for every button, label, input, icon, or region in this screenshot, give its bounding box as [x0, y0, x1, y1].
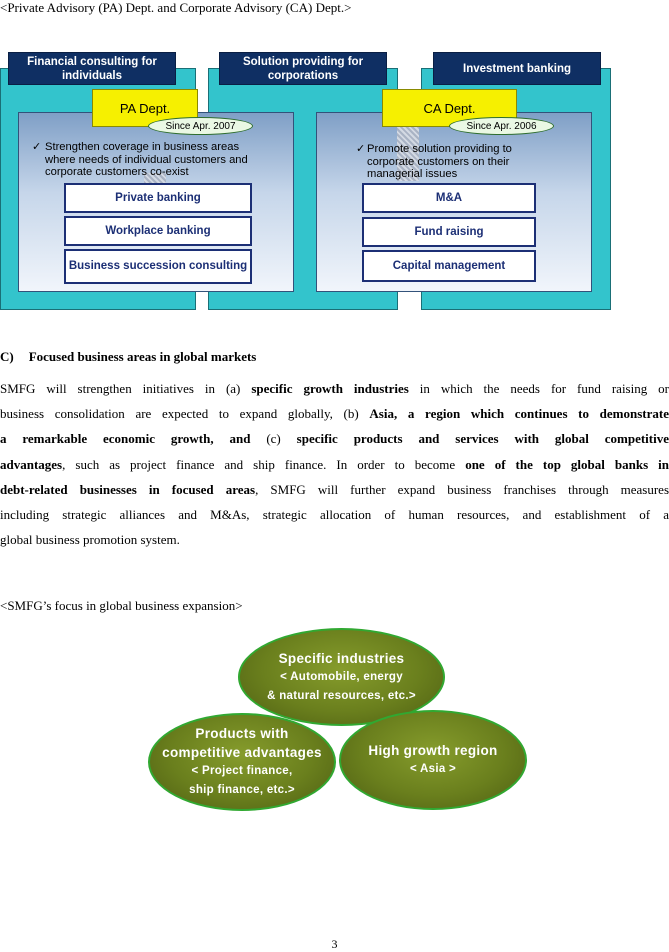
- paragraph-line: [0, 376, 669, 401]
- pa-panel: [18, 112, 294, 292]
- paragraph-line: [0, 426, 669, 451]
- paragraph-line: [0, 502, 669, 527]
- body-text: business consolidation are expected to expand globally, (b): [0, 406, 370, 422]
- focus-caption: <SMFG’s focus in global business expansion>: [0, 598, 243, 613]
- pa-bullet-line: corporate customers co-exist: [45, 166, 189, 178]
- body-text: (c): [250, 431, 297, 447]
- products-line: < Project finance,: [191, 765, 293, 777]
- paragraph-line: [0, 527, 669, 552]
- header-individuals: Financial consulting for individuals: [8, 52, 176, 85]
- page-number: 3: [331, 937, 338, 951]
- emphasis-text: a remarkable economic growth, and: [0, 431, 251, 447]
- ca-dept-label: CA Dept.: [382, 89, 517, 127]
- emphasis-text: specific growth industries: [251, 381, 409, 396]
- products-title: Products with: [195, 726, 289, 741]
- paragraph-line: [0, 401, 669, 426]
- body-text: in which the needs for fund raising or: [408, 381, 669, 396]
- emphasis-text: specific products and services with global competitive: [296, 431, 669, 447]
- service-m-and-a: M&A: [362, 183, 536, 213]
- service-workplace-banking: Workplace banking: [64, 216, 252, 246]
- check-icon: ✓: [356, 143, 366, 155]
- ellipse-high-growth-region: [339, 710, 527, 810]
- advisory-diagram: [0, 52, 669, 312]
- section-heading: [0, 349, 256, 365]
- ca-since-badge: Since Apr. 2006: [449, 117, 554, 135]
- industries-line: & natural resources, etc.>: [267, 689, 416, 702]
- body-text: , SMFG will further expand business franchises through measures: [255, 481, 669, 497]
- body-text: including strategic alliances and M&As, strategic allocation of human resources, and establishment of a: [0, 506, 669, 522]
- emphasis-text: one of the top global banks in: [465, 456, 669, 472]
- section-label: C): [0, 349, 14, 364]
- ca-bullet-line: managerial issues: [367, 168, 458, 180]
- header-corporations: Solution providing for corporations: [219, 52, 387, 85]
- pa-bullet-line: where needs of individual customers and: [45, 153, 248, 166]
- body-text: global business promotion system.: [0, 532, 180, 548]
- emphasis-text: debt-related businesses in focused areas: [0, 481, 256, 497]
- section-paragraph: [0, 376, 669, 552]
- service-business-succession: Business succession consulting: [64, 249, 252, 284]
- body-text: , such as project finance and ship finance. In order to become: [62, 456, 466, 472]
- paragraph-line: [0, 452, 669, 477]
- service-private-banking: Private banking: [64, 183, 252, 213]
- ca-panel: [316, 112, 592, 292]
- paragraph-line: [0, 477, 669, 502]
- diagram-caption: <Private Advisory (PA) Dept. and Corporate Advisory (CA) Dept.>: [0, 0, 352, 15]
- ca-bullet-line: corporate customers on their: [367, 155, 510, 168]
- body-text: SMFG will strengthen initiatives in (a): [0, 381, 252, 396]
- products-title: competitive advantages: [162, 745, 322, 760]
- header-investment: Investment banking: [433, 52, 601, 85]
- region-line: < Asia >: [409, 763, 457, 775]
- industries-line: < Automobile, energy: [280, 670, 403, 683]
- emphasis-text: Asia, a region which continues to demonstrate: [369, 406, 669, 422]
- industries-title: Specific industries: [278, 650, 405, 666]
- section-title: Focused business areas in global markets: [28, 349, 257, 364]
- pa-bullet: [32, 141, 291, 179]
- check-icon: ✓: [32, 141, 42, 153]
- emphasis-text: advantages: [0, 456, 63, 472]
- pa-since-badge: Since Apr. 2007: [148, 117, 253, 135]
- ellipse-competitive-products: [148, 713, 336, 811]
- pa-dept-label: PA Dept.: [92, 89, 198, 127]
- ca-bullet-line: Promote solution providing to: [367, 143, 512, 155]
- products-line: ship finance, etc.>: [189, 784, 295, 796]
- service-fund-raising: Fund raising: [362, 217, 536, 247]
- ca-bullet: [356, 143, 589, 181]
- region-title: High growth region: [368, 743, 498, 758]
- pa-bullet-line: Strengthen coverage in business areas: [45, 141, 240, 153]
- service-capital-management: Capital management: [362, 250, 536, 282]
